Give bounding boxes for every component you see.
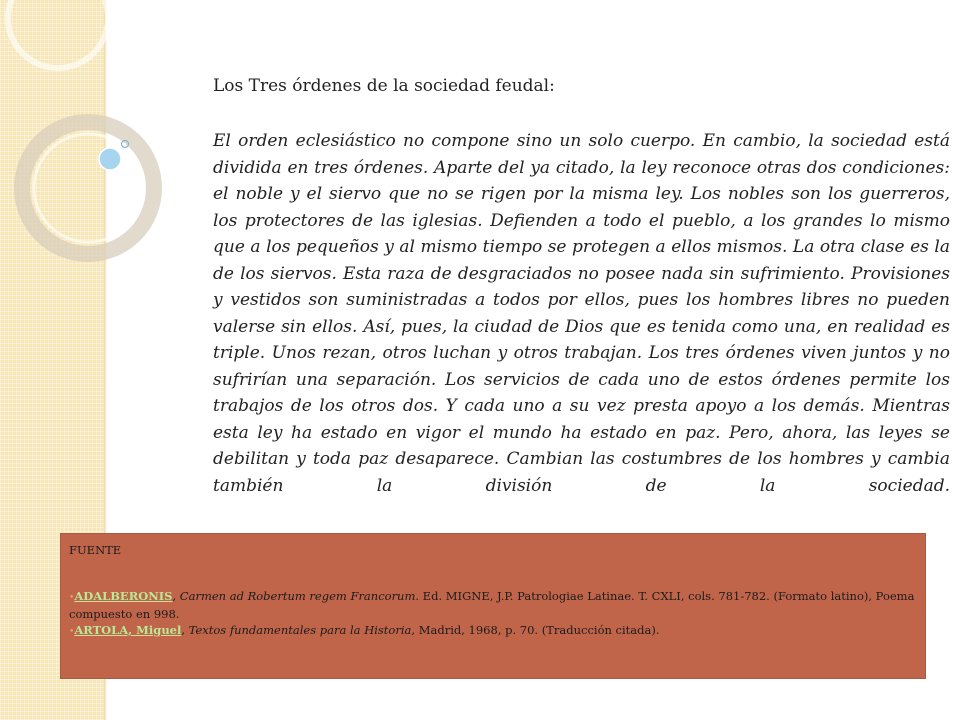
- decorative-circles: [0, 0, 180, 330]
- source-details: . Ed. MIGNE, J.P. Patrologiae Latinae. T. CXLI, cols. 781-782. (Formato latino), Poema compuesto en 998.: [69, 589, 915, 621]
- deco-ring-top: [8, 0, 108, 68]
- source-link-adalberonis[interactable]: ADALBERONIS: [74, 589, 173, 603]
- deco-ring-large: [22, 122, 154, 254]
- source-item: [69, 588, 917, 622]
- source-details: , Madrid, 1968, p. 70. (Traducción citada).: [411, 623, 660, 637]
- source-box: [60, 533, 926, 679]
- bullet-icon: •: [69, 593, 75, 603]
- source-sep: ,: [172, 589, 180, 603]
- source-work-title: Textos fundamentales para la Historia: [188, 623, 412, 637]
- deco-ring-inner: [34, 134, 142, 242]
- source-heading: FUENTE: [69, 543, 122, 557]
- source-sep: ,: [181, 623, 189, 637]
- source-work-title: Carmen ad Robertum regem Francorum: [179, 589, 416, 603]
- quote-text: El orden eclesiástico no compone sino un solo cuerpo. En cambio, la sociedad está dividida en tres órdenes. Aparte del ya citado, la ley reconoce otras dos condiciones: el noble y el siervo que no se rigen por la misma ley. Los nobles son los guerreros, los protectores de las iglesias. Defienden a todo el pueblo, a los grandes lo mismo que a los pequeños y al mismo tiempo se protegen a ellos mismos. La otra clase es la de los siervos. Esta raza de desgraciados no posee nada sin sufrimiento. Provisiones y vestidos son suministradas a todos por ellos, pues los hombres libres no pueden valerse sin ellos. Así, pues, la ciudad de Dios que es tenida como una, en realidad es triple. Unos rezan, otros luchan y otros trabajan. Los tres órdenes viven juntos y no sufrirían una separación. Los servicios de cada uno de estos órdenes permite los trabajos de los otros dos. Y cada uno a su vez presta apoyo a los demás. Mientras esta ley ha estado en vigor el mundo ha estado en paz. Pero, ahora, las leyes se debilitan y toda paz desaparece. Cambian las costumbres de los hombres y cambia también la división de la sociedad.: [213, 131, 950, 496]
- source-item: [69, 622, 917, 640]
- deco-dot-blue: [99, 148, 121, 170]
- source-link-artola[interactable]: ARTOLA, Miguel: [74, 623, 182, 637]
- bullet-icon: •: [69, 627, 75, 637]
- slide-title: Los Tres órdenes de la sociedad feudal:: [213, 76, 555, 96]
